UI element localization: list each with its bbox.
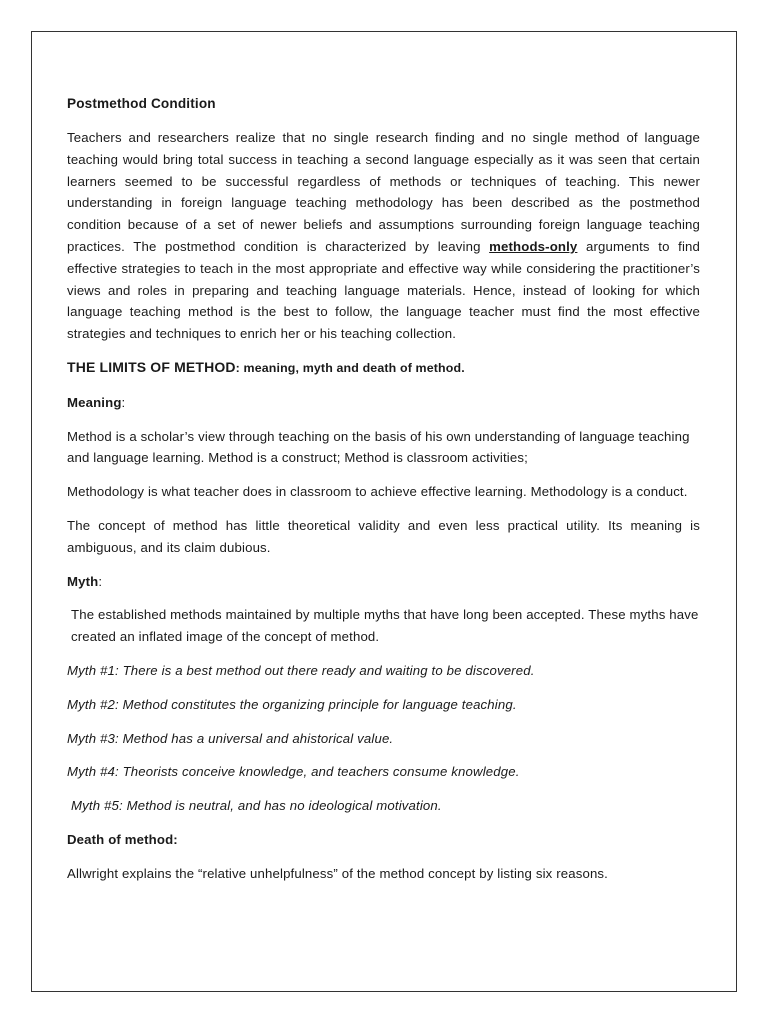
- death-paragraph: Allwright explains the “relative unhelpfulness” of the method concept by listing six reasons.: [67, 865, 608, 881]
- meaning-label: Meaning: [67, 394, 122, 410]
- intro-text-after: arguments to find effective strategies to teach in the most appropriate and effective way while considering the practitioner’s views and roles in preparing and teaching language materials. Hence, instead of looking for which language teaching method is the best to follow, the language teacher must find the most effective strategies and techniques to enrich her or his teaching collection.: [67, 238, 701, 342]
- section-title: Postmethod Condition: [67, 96, 216, 111]
- methods-only-emphasis: methods-only: [489, 238, 578, 254]
- meaning-paragraph-1: Method is a scholar’s view through teaching on the basis of his own understanding of language teaching and language learning. Method is a construct; Method is classroom activities;: [67, 428, 690, 466]
- myth-item: Myth #2: Method constitutes the organizing principle for language teaching.: [67, 696, 517, 712]
- myth-item: Myth #1: There is a best method out there ready and waiting to be discovered.: [67, 662, 535, 678]
- myth-heading: [67, 571, 700, 593]
- limits-subtitle: meaning, myth and death of method: [243, 360, 462, 375]
- meaning-paragraph-3: The concept of method has little theoretical validity and even less practical utility. Its meaning is ambiguous, and its claim dubious.: [67, 517, 700, 555]
- myth-label: Myth: [67, 573, 99, 589]
- myth-item: Myth #5: Method is neutral, and has no ideological motivation.: [71, 798, 442, 814]
- limits-end: .: [461, 360, 465, 375]
- myth-item: Myth #4: Theorists conceive knowledge, and teachers consume knowledge.: [67, 764, 520, 780]
- myth-colon: :: [98, 573, 103, 589]
- limits-separator: :: [235, 360, 244, 375]
- death-heading: [67, 829, 700, 851]
- meaning-heading: [67, 392, 700, 414]
- intro-text-before: Teachers and researchers realize that no single research finding and no single method of language teaching would bring total success in teaching a second language especially as it was seen that certain learners seemed to be successful regardless of methods or techniques of teaching. This newer understanding in foreign language teaching methodology has been described as the postmethod condition because of a set of newer beliefs and assumptions surrounding foreign language teaching practices. The postmethod condition is characterized by leaving: [67, 130, 700, 254]
- myth-intro: The established methods maintained by multiple myths that have long been accepted. These myths have created an inflated image of the concept of method.: [71, 607, 699, 645]
- intro-paragraph: [67, 127, 700, 345]
- limits-heading: [67, 357, 700, 380]
- meaning-paragraph-2: Methodology is what teacher does in classroom to achieve effective learning. Methodology is a conduct.: [67, 484, 688, 500]
- meaning-colon: :: [121, 394, 126, 410]
- death-label: Death of method:: [67, 831, 178, 847]
- document-body: [67, 93, 700, 897]
- myth-item: Myth #3: Method has a universal and ahistorical value.: [67, 730, 394, 746]
- limits-title: THE LIMITS OF METHOD: [67, 358, 236, 375]
